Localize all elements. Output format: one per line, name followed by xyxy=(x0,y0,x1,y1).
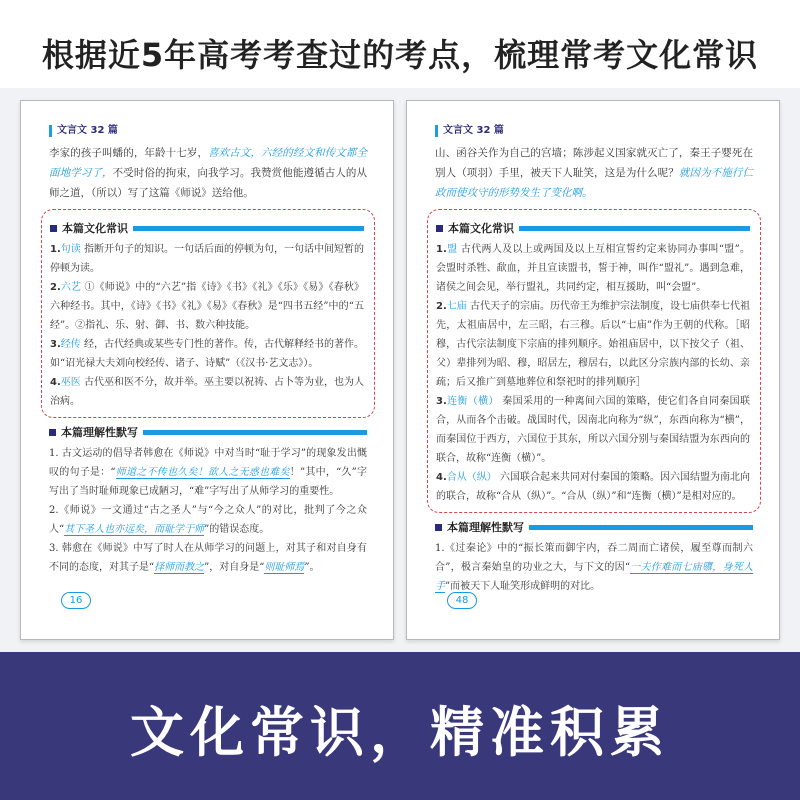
intro-translation: 喜欢古文，六经的经文和传文都全面地学习了， xyxy=(49,147,368,179)
intro-text: 不受时俗的拘束，向我学习。我赞赏他能遵循古人的从师之道，（所以）写了这篇《师说》送给他。 xyxy=(49,167,368,199)
culture-item xyxy=(436,297,750,392)
question-text: 1.《过秦论》中的“振长策而御宇内，吞二周而亡诸侯，履至尊而制六合”，极言秦始皇的功业之大，与下文的因“ xyxy=(435,543,753,573)
answer-text: 择师而教之 xyxy=(154,562,205,573)
item-number: 3. xyxy=(436,396,447,407)
answer-text: 一夫作难而七庙隳，身死人手 xyxy=(435,562,753,592)
right-page xyxy=(406,100,780,640)
section-title xyxy=(50,220,364,236)
section-title xyxy=(49,424,367,440)
square-icon xyxy=(50,225,57,232)
answer-text: 师道之不传也久矣！欲人之无惑也难矣 xyxy=(115,467,290,478)
dictation-item xyxy=(49,444,367,501)
page-number: 16 xyxy=(61,592,91,609)
item-term: 连衡（横） xyxy=(446,396,499,407)
culture-item xyxy=(436,468,750,506)
left-page xyxy=(20,100,394,640)
culture-item xyxy=(50,373,364,411)
item-text: 古代巫和医不分，故并举。巫主要以祝祷、占卜等为业，也为人治病。 xyxy=(50,377,365,407)
section-bar xyxy=(133,226,364,231)
item-term: 经传 xyxy=(60,339,81,350)
intro-text: 李家的孩子叫蟠的，年龄十七岁， xyxy=(49,147,209,159)
question-text: 1. 古文运动的倡导者韩愈在《师说》中对当时“耻于学习”的现象发出慨叹的句子是：“ xyxy=(49,448,367,478)
item-number: 4. xyxy=(436,472,447,483)
answer-text: 其下圣人也亦远矣，而耻学于师 xyxy=(64,524,205,535)
question-text: 2.《师说》一文通过“古之圣人”与“今之众人”的对比，批判了今之众人“ xyxy=(49,505,367,535)
answer-text: 则耻师焉 xyxy=(264,562,305,573)
item-term: 六艺 xyxy=(60,282,82,293)
page-header: 文言文 32 篇 xyxy=(49,125,367,137)
culture-item xyxy=(50,240,364,278)
item-number: 3. xyxy=(50,339,61,350)
page-header: 文言文 32 篇 xyxy=(435,125,753,137)
culture-box xyxy=(427,209,761,513)
item-term: 巫医 xyxy=(60,377,81,388)
page-number: 48 xyxy=(447,592,477,609)
bottom-slogan: 文化常识，精准积累 xyxy=(130,701,670,764)
culture-item xyxy=(436,392,750,468)
question-text: ”，对自身是“ xyxy=(204,562,265,573)
item-term: 句读 xyxy=(60,244,81,255)
item-number: 1. xyxy=(436,244,447,255)
question-text: ！”其中，“久”字写出了当时耻师现象已成陋习，“难”字写出了从师学习的重要性。 xyxy=(49,467,368,497)
item-term: 合从（纵） xyxy=(446,472,497,483)
item-text: 古代天子的宗庙。历代帝王为维护宗法制度，设七庙供奉七代祖先，太祖庙居中，左三昭，右三穆。后以“七庙”作为王朝的代称。［昭穆，古代宗法制度下宗庙的排列顺序。始祖庙居中，以下按父子（祖、父）辈排列为昭、穆，昭居左，穆居右，以此区分宗族内部的长幼、亲疏；后又推广到墓地葬位和祭祀时的排列顺序］ xyxy=(436,301,751,388)
intro-paragraph xyxy=(435,143,753,203)
dictation-item xyxy=(49,501,367,539)
dictation-item xyxy=(49,539,367,577)
item-term: 盟 xyxy=(446,244,458,255)
question-text: ”。 xyxy=(304,562,320,573)
question-text: ”的错误态度。 xyxy=(204,524,270,535)
item-text: 秦国采用的一种离间六国的策略，使它们各自同秦国联合，从而各个击破。战国时代，因南北向称为“纵”，东西向称为“横”，而秦国位于西方，六国位于其东，所以六国分别与秦国结盟为东西向的联合，故称“连衡（横）”。 xyxy=(436,396,750,464)
section-bar xyxy=(529,525,753,530)
item-number: 1. xyxy=(50,244,61,255)
intro-text: 山、函谷关作为自己的宫墙；陈涉起义国家就灭亡了，秦王子婴死在别人（项羽）手里，被天下人耻笑，这是为什么呢？ xyxy=(435,147,753,179)
item-text: 经，古代经典或某些专门性的著作。传，古代解释经书的著作。如“诏光禄大夫刘向校经传、诸子、诗赋”（《汉书·艺文志》）。 xyxy=(50,339,365,369)
square-icon xyxy=(436,225,443,232)
item-number: 2. xyxy=(50,282,61,293)
intro-translation: 就因为不施行仁政而使攻守的形势发生了变化啊。 xyxy=(435,167,754,199)
question-text: ”而被天下人耻笑形成鲜明的对比。 xyxy=(445,581,601,592)
intro-paragraph xyxy=(49,143,367,203)
section-title xyxy=(435,519,753,535)
item-number: 4. xyxy=(50,377,61,388)
section-bar xyxy=(519,226,750,231)
item-number: 2. xyxy=(436,301,447,312)
question-text: 3. 韩愈在《师说》中写了时人在从师学习的问题上，对其子和对自身有不同的态度，对其子是“ xyxy=(49,543,367,573)
item-text: ①《师说》中的“六艺”指《诗》《书》《礼》《乐》《易》《春秋》六种经书。其中，《诗》《书》《礼》《易》《春秋》是“四书五经”中的“五经”。②指礼、乐、射、御、书、数六种技能。 xyxy=(50,282,365,331)
item-text: 古代两人及以上或两国及以上互相宣誓约定来协同办事叫“盟”。会盟时杀牲、歃血，并且宣读盟书，誓于神，叫作“盟礼”。遇到急难，诸侯之间会见，举行盟礼，共同约定，相互援助，叫“会盟”。 xyxy=(436,244,751,293)
culture-box xyxy=(41,209,375,418)
section-title-text: 本篇文化常识 xyxy=(62,222,128,235)
culture-item xyxy=(50,278,364,335)
item-text: 指断开句子的知识。一句话后面的停顿为句，一句话中间短暂的停顿为读。 xyxy=(50,244,365,274)
section-bar xyxy=(143,430,367,435)
item-text: 六国联合起来共同对付秦国的策略。因六国结盟为南北向的联合，故称“合从（纵）”。“合从（纵）”和“连衡（横）”是相对应的。 xyxy=(436,472,750,502)
section-title-text: 本篇文化常识 xyxy=(448,222,514,235)
section-title-text: 本篇理解性默写 xyxy=(447,521,524,534)
square-icon xyxy=(435,524,442,531)
dictation-item xyxy=(435,539,753,596)
culture-item xyxy=(436,240,750,297)
square-icon xyxy=(49,429,56,436)
item-term: 七庙 xyxy=(446,301,467,312)
section-title-text: 本篇理解性默写 xyxy=(61,426,138,439)
culture-item xyxy=(50,335,364,373)
headline: 根据近5年高考考查过的考点，梳理常考文化常识 xyxy=(41,36,759,74)
section-title xyxy=(436,220,750,236)
